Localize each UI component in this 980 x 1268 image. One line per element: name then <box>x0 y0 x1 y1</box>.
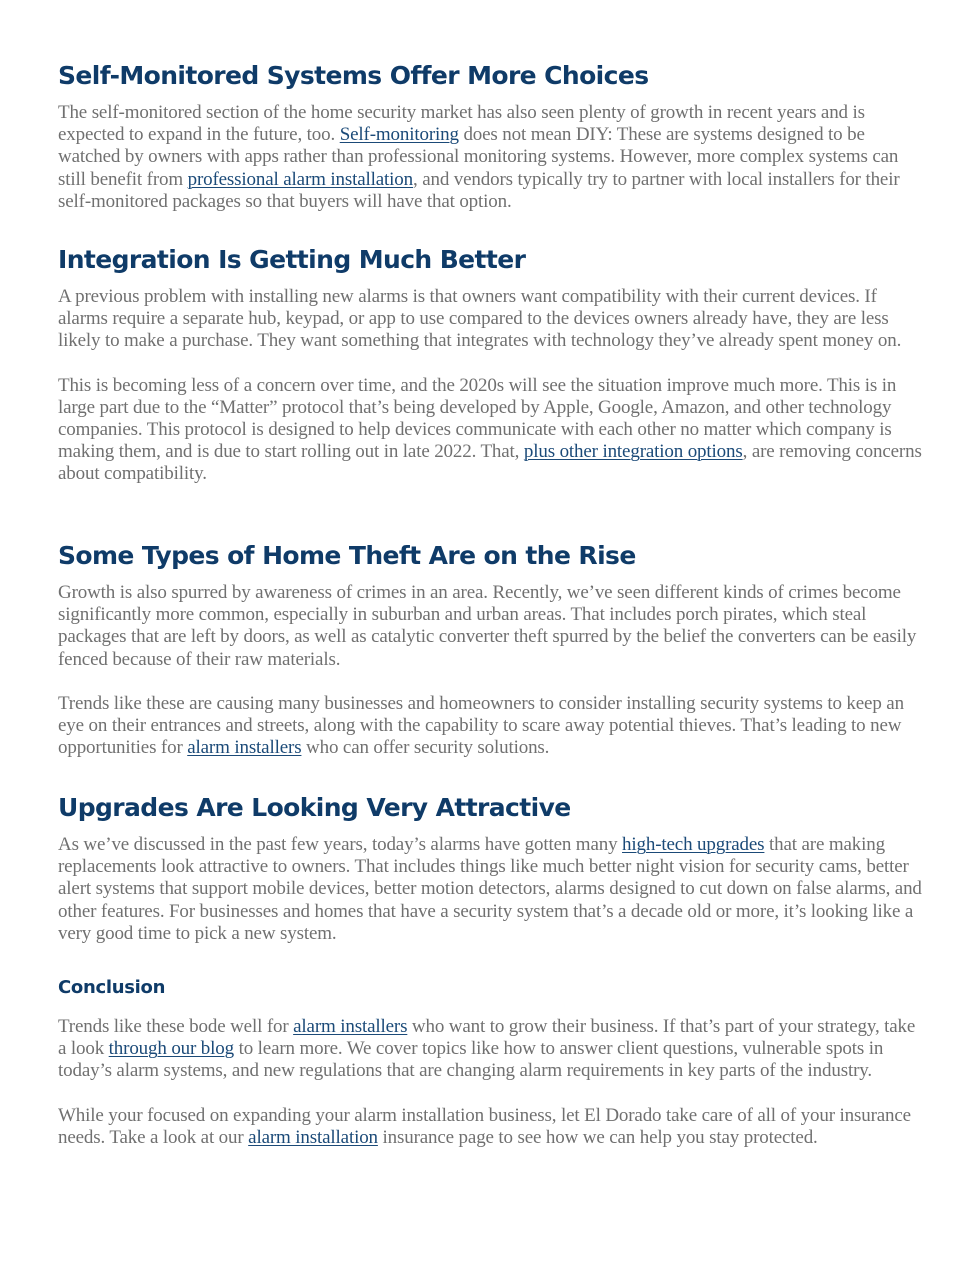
link-alarm-installers[interactable]: alarm installers <box>293 1016 408 1037</box>
section-heading: Integration Is Getting Much Better <box>58 245 526 274</box>
text-run: that are making replacements look attractive to owners. That includes things like much better night vision for security cams, better alert systems that support mobile devices, better motion detectors, alarms designed to cut down on false alarms, and other features. For businesses and homes that have a security system that’s a decade old or more, it’s looking like a very good time to pick a new system. <box>58 834 922 944</box>
text-run: who can offer security solutions. <box>301 737 550 759</box>
text-run: , are removing concerns about compatibility. <box>58 441 922 485</box>
section-heading: Some Types of Home Theft Are on the Rise <box>58 541 636 570</box>
paragraph <box>58 834 924 945</box>
text-run: As we’ve discussed in the past few years, today’s alarms have gotten many <box>58 834 623 855</box>
text-run: who want to grow their business. If that’s part of your strategy, take a look <box>58 1016 916 1060</box>
paragraph <box>58 102 924 213</box>
section-heading: Upgrades Are Looking Very Attractive <box>58 793 571 822</box>
text-run: A previous problem with installing new alarms is that owners want compatibility with their current devices. If alarms require a separate hub, keypad, or app to use compared to the devices owners already have, they are less likely to make a purchase. They want something that integrates with technology they’ve already spent money on. <box>58 286 902 352</box>
paragraph <box>58 693 924 760</box>
section-upgrades <box>58 790 924 945</box>
text-run: Growth is also spurred by awareness of crimes in an area. Recently, we’ve seen different kinds of crimes become significantly more common, especially in suburban and urban areas. That includes porch pirates, which steal packages that are left by doors, as well as catalytic converter theft spurred by the belief the converters can be easily fenced because of their raw materials. <box>58 582 917 670</box>
link-integration-options[interactable]: plus other integration options <box>523 441 743 463</box>
section-self-monitored <box>58 58 924 213</box>
paragraph <box>58 582 924 671</box>
link-professional-alarm-installation[interactable]: professional alarm installation <box>187 168 413 190</box>
text-run: , and vendors typically try to partner with local installers for their self-monitored packages so that buyers will have that option. <box>58 168 900 212</box>
conclusion-heading: Conclusion <box>58 977 166 998</box>
link-through-our-blog[interactable]: through our blog <box>108 1038 234 1060</box>
paragraph <box>58 375 924 486</box>
section-heading: Self-Monitored Systems Offer More Choices <box>58 61 649 90</box>
paragraph <box>58 1105 924 1149</box>
paragraph <box>58 286 924 353</box>
text-run: Trends like these bode well for <box>58 1016 294 1037</box>
link-high-tech-upgrades[interactable]: high-tech upgrades <box>622 834 765 855</box>
text-run: does not mean DIY: These are systems designed to be watched by owners with apps rather than professional monitoring systems. However, more complex systems can still benefit from <box>58 124 899 190</box>
text-run: The self-monitored section of the home security market has also seen plenty of growth in recent years and is expected to expand in the future, too. <box>58 102 865 146</box>
link-alarm-installers[interactable]: alarm installers <box>187 737 302 759</box>
text-run: to learn more. We cover topics like how to answer client questions, vulnerable spots in today’s alarm systems, and new regulations that are changing alarm requirements in key parts of the industry. <box>58 1038 884 1082</box>
paragraph <box>58 1016 924 1083</box>
text-run: insurance page to see how we can help you stay protected. <box>377 1126 818 1148</box>
link-self-monitoring[interactable]: Self-monitoring <box>339 124 459 146</box>
text-run: Trends like these are causing many businesses and homeowners to consider installing security systems to keep an eye on their entrances and streets, along with the capability to scare away potential thieves. That’s leading to new opportunities for <box>58 692 904 759</box>
section-home-theft <box>58 538 924 759</box>
text-run: While your focused on expanding your alarm installation business, let El Dorado take care of all of your insurance needs. Take a look at our <box>58 1104 911 1148</box>
section-conclusion <box>58 974 924 1149</box>
link-alarm-installation-insurance[interactable]: alarm installation <box>248 1126 378 1148</box>
section-integration <box>58 242 924 486</box>
text-run: This is becoming less of a concern over time, and the 2020s will see the situation improve much more. This is in large part due to the “Matter” protocol that’s being developed by Apple, Google, Amazon, and other technology companies. This protocol is designed to help devices communicate with each other no matter which company is making them, and is due to start rolling out in late 2022. That, <box>58 374 897 463</box>
